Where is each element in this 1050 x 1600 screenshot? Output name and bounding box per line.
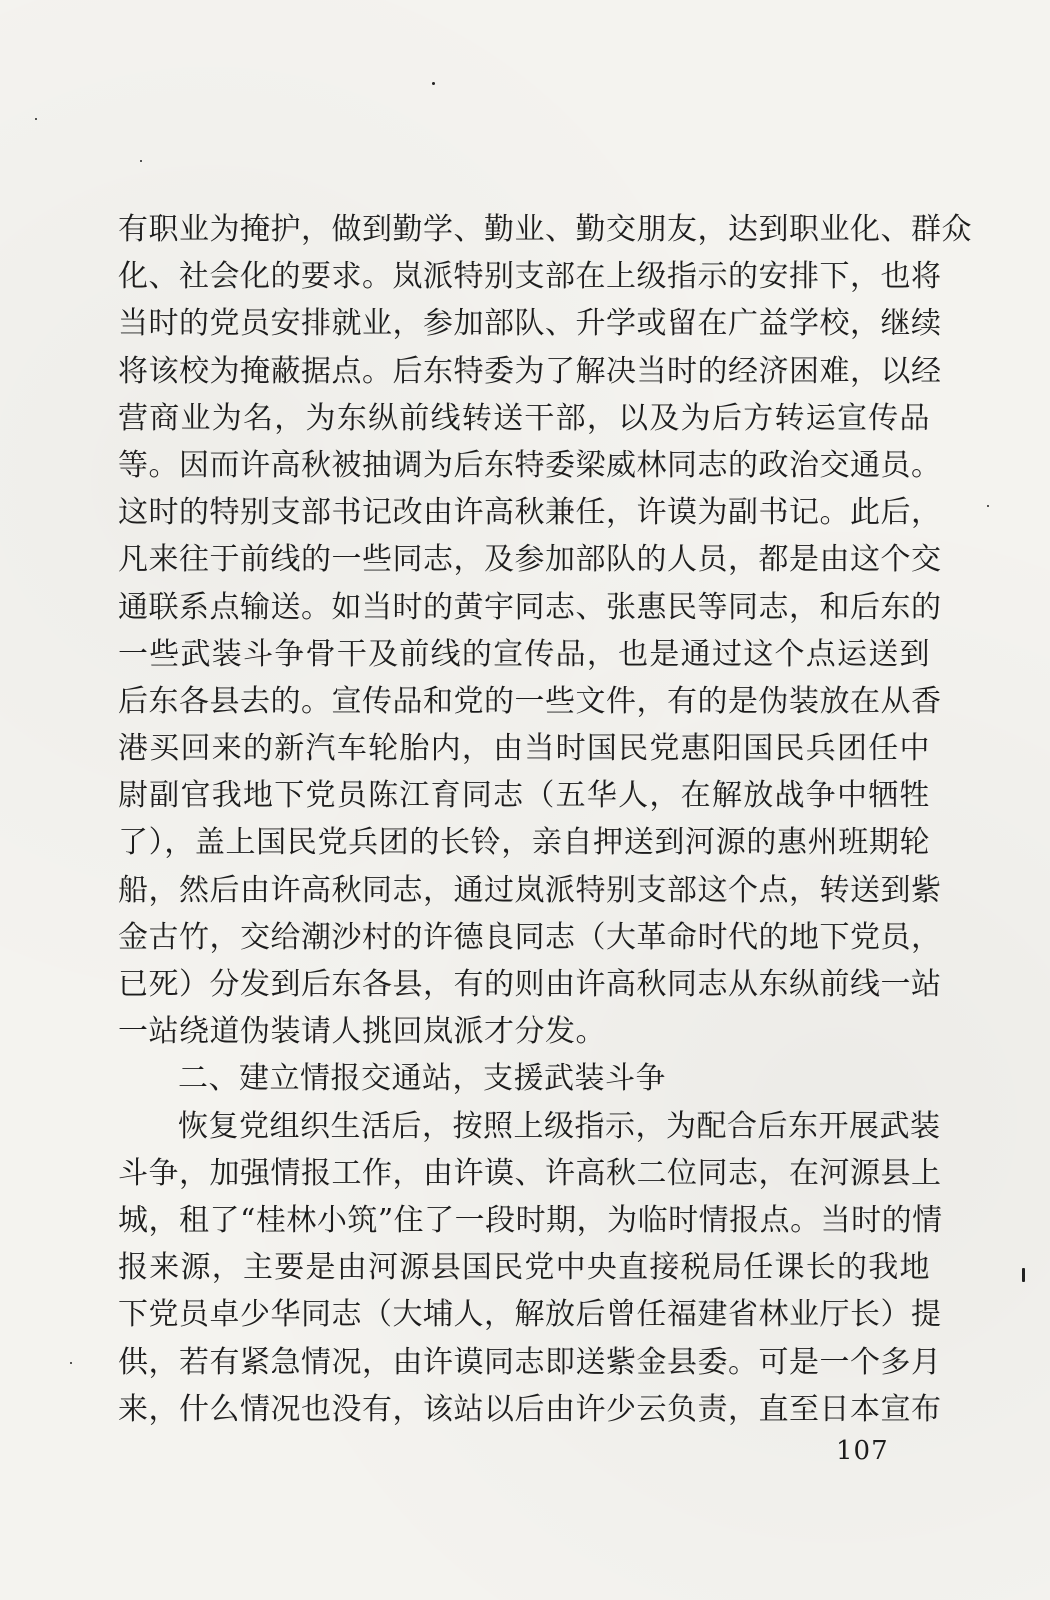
scan-speck: [140, 160, 142, 162]
page-number: 107: [836, 1436, 889, 1466]
text-line: 下党员卓少华同志（大埔人，解放后曾任福建省林业厅长）提: [118, 1297, 942, 1333]
text-line: 这时的特别支部书记改由许高秋兼任，许谟为副书记。此后，: [118, 495, 942, 531]
text-line: 供，若有紧急情况，由许谟同志即送紫金县委。可是一个多月: [118, 1344, 942, 1380]
text-line: 斗争，加强情报工作，由许谟、许高秋二位同志，在河源县上: [118, 1155, 942, 1191]
section-heading: 二、建立情报交通站，支援武装斗争: [178, 1061, 666, 1097]
text-line: 一站绕道伪装请人挑回岚派才分发。: [118, 1014, 606, 1050]
scan-speck: [1022, 1268, 1025, 1282]
text-line: 当时的党员安排就业，参加部队、升学或留在广益学校，继续: [118, 306, 942, 342]
text-line: 后东各县去的。宣传品和党的一些文件，有的是伪装放在从香: [118, 683, 942, 719]
text-line: 一些武装斗争骨干及前线的宣传品，也是通过这个点运送到: [118, 636, 930, 672]
text-line: 营商业为名，为东纵前线转送干部，以及为后方转运宣传品: [118, 400, 930, 436]
scan-speck: [35, 118, 37, 120]
text-line: 有职业为掩护，做到勤学、勤业、勤交朋友，达到职业化、群众: [118, 212, 972, 247]
scan-speck: [987, 505, 989, 507]
text-line: 尉副官我地下党员陈江育同志（五华人，在解放战争中牺牲: [118, 778, 930, 814]
text-line: 船，然后由许高秋同志，通过岚派特别支部这个点，转送到紫: [118, 872, 942, 908]
body-text: [118, 206, 972, 1433]
text-line: 等。因而许高秋被抽调为后东特委梁威林同志的政治交通员。: [118, 447, 942, 483]
text-line: 了），盖上国民党兵团的长铃，亲自押送到河源的惠州班期轮: [118, 825, 930, 861]
text-line: 通联系点输送。如当时的黄宇同志、张惠民等同志，和后东的: [118, 589, 942, 625]
text-line: 已死）分发到后东各县，有的则由许高秋同志从东纵前线一站: [118, 967, 942, 1002]
text-line: 金古竹，交给潮沙村的许德良同志（大革命时代的地下党员，: [118, 919, 942, 955]
text-line: 凡来往于前线的一些同志，及参加部队的人员，都是由这个交: [118, 542, 942, 578]
text-line: 港买回来的新汽车轮胎内，由当时国民党惠阳国民兵团任中: [118, 731, 930, 767]
scan-speck: [432, 82, 435, 85]
text-line: 报来源，主要是由河源县国民党中央直接税局任课长的我地: [118, 1250, 930, 1286]
text-line: 来，什么情况也没有，该站以后由许少云负责，直至日本宣布: [118, 1391, 942, 1427]
text-line: 城，租了“桂林小筑”住了一段时期，为临时情报点。当时的情: [118, 1202, 943, 1238]
scan-speck: [70, 1362, 72, 1364]
text-line: 恢复党组织生活后，按照上级指示，为配合后东开展武装: [178, 1108, 941, 1144]
text-line: 将该校为掩蔽据点。后东特委为了解决当时的经济困难，以经: [118, 353, 942, 389]
text-line: 化、社会化的要求。岚派特别支部在上级指示的安排下，也将: [118, 259, 942, 295]
